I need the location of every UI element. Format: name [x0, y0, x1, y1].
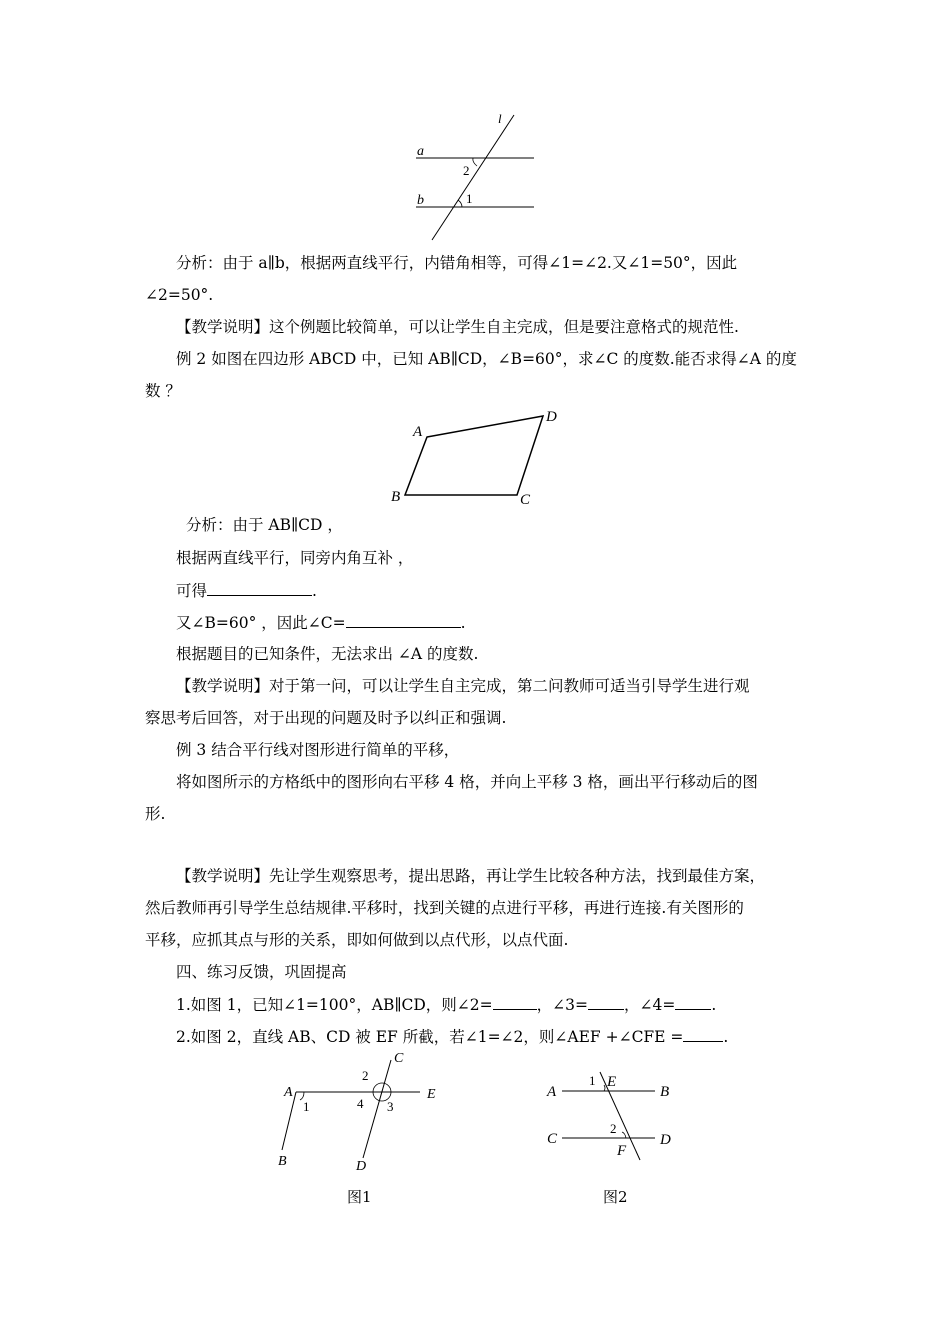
fill-blank[interactable] — [346, 612, 461, 628]
analysis-2-line3-pre: 可得 — [176, 582, 208, 600]
label-C: C — [547, 1131, 558, 1147]
analysis-2-line4-post: . — [460, 614, 466, 632]
example-3-line1: 例 3 结合平行线对图形进行简单的平移， — [176, 741, 460, 759]
line-ab — [282, 1092, 296, 1150]
angle-2-arc — [473, 158, 477, 166]
label-l: l — [498, 111, 502, 126]
question-2-pre: 2.如图 2，直线 AB、CD 被 EF 所截，若∠1=∠2，则∠AEF +∠CFE = — [176, 1028, 684, 1046]
figure-2 — [540, 1062, 685, 1167]
label-B: B — [660, 1084, 670, 1100]
example-2-line1: 例 2 如图在四边形 ABCD 中，已知 AB∥CD，∠B=60°，求∠C 的度数.能否求得∠A 的度 — [176, 350, 797, 368]
analysis-2-line4 — [176, 612, 466, 633]
fill-blank[interactable] — [683, 1026, 723, 1042]
label-F: F — [617, 1143, 627, 1159]
label-C: C — [520, 492, 531, 508]
label-B: B — [278, 1154, 287, 1169]
label-B: B — [391, 489, 401, 505]
teaching-note-2-line2: 察思考后回答，对于出现的问题及时予以纠正和强调. — [145, 709, 507, 727]
figure-quadrilateral — [385, 400, 570, 515]
teaching-note-3-line1: 【教学说明】先让学生观察思考，提出思路，再让学生比较各种方法，找到最佳方案， — [176, 867, 766, 885]
angle-1-arc — [604, 1085, 605, 1091]
fill-blank[interactable] — [207, 580, 312, 596]
label-angle-2: 2 — [463, 163, 470, 178]
question-2-post: . — [723, 1028, 729, 1046]
analysis-2-line1: 分析：由于 AB∥CD ， — [186, 516, 343, 534]
label-3: 3 — [387, 1099, 394, 1114]
label-E: E — [427, 1087, 436, 1102]
label-D: D — [546, 409, 557, 425]
figure-1-caption: 图1 — [347, 1188, 372, 1206]
quadrilateral-abcd — [405, 416, 543, 495]
label-a: a — [417, 144, 424, 159]
label-A: A — [413, 424, 423, 440]
question-2 — [176, 1026, 728, 1047]
figure-1 — [270, 1048, 450, 1173]
label-2: 2 — [362, 1068, 369, 1083]
label-4: 4 — [357, 1096, 364, 1111]
label-E: E — [607, 1074, 617, 1090]
label-A: A — [547, 1084, 557, 1100]
example-3-line2: 将如图所示的方格纸中的图形向右平移 4 格，并向上平移 3 格，画出平行移动后的图 — [176, 773, 758, 791]
fill-blank[interactable] — [588, 994, 624, 1010]
figure-2-caption: 图2 — [603, 1188, 628, 1206]
question-1 — [176, 994, 716, 1015]
question-1-post: . — [711, 996, 717, 1014]
label-D: D — [356, 1159, 367, 1174]
label-D: D — [660, 1132, 671, 1148]
teaching-note-2-line1: 【教学说明】对于第一问，可以让学生自主完成，第二问教师可适当引导学生进行观 — [176, 677, 750, 695]
question-1-pre: 1.如图 1，已知∠1=100°，AB∥CD，则∠2= — [176, 996, 493, 1014]
fill-blank[interactable] — [493, 994, 537, 1010]
question-1-mid2: ，∠4= — [623, 996, 676, 1014]
analysis-2-line2: 根据两直线平行，同旁内角互补 ， — [176, 549, 414, 567]
label-1: 1 — [303, 1099, 310, 1114]
transversal-l — [432, 115, 514, 240]
label-2: 2 — [610, 1121, 617, 1136]
analysis-2-line3 — [176, 580, 317, 601]
analysis-1-line1: 分析：由于 a∥b，根据两直线平行，内错角相等，可得∠1=∠2.又∠1=50°，因此 — [176, 254, 738, 272]
label-A: A — [284, 1085, 293, 1100]
label-1: 1 — [589, 1073, 596, 1088]
example-2-line2: 数 ？ — [145, 382, 181, 400]
teaching-note-3-line2: 然后教师再引导学生总结规律.平移时，找到关键的点进行平移，再进行连接.有关图形的 — [145, 899, 744, 917]
analysis-2-line4-pre: 又∠B=60° ，因此∠C= — [176, 614, 346, 632]
angle-2-arc — [622, 1132, 626, 1138]
example-3-line3: 形. — [145, 805, 166, 823]
analysis-2-line5: 根据题目的已知条件，无法求出 ∠A 的度数. — [176, 645, 479, 663]
label-b: b — [417, 193, 424, 208]
analysis-2-line3-post: . — [312, 582, 317, 600]
analysis-1-line2: ∠2=50°. — [145, 286, 214, 304]
figure-parallel-lines — [400, 110, 550, 245]
question-1-mid1: ，∠3= — [536, 996, 588, 1014]
section-heading-4: 四、练习反馈，巩固提高 — [176, 963, 347, 981]
teaching-note-3-line3: 平移，应抓其点与形的关系，即如何做到以点代形，以点代面. — [145, 931, 569, 949]
teaching-note-1: 【教学说明】这个例题比较简单，可以让学生自主完成，但是要注意格式的规范性. — [176, 318, 739, 336]
label-angle-1: 1 — [466, 191, 473, 206]
angle-1-arc — [458, 200, 462, 207]
fill-blank[interactable] — [675, 994, 711, 1010]
label-C: C — [394, 1051, 404, 1066]
